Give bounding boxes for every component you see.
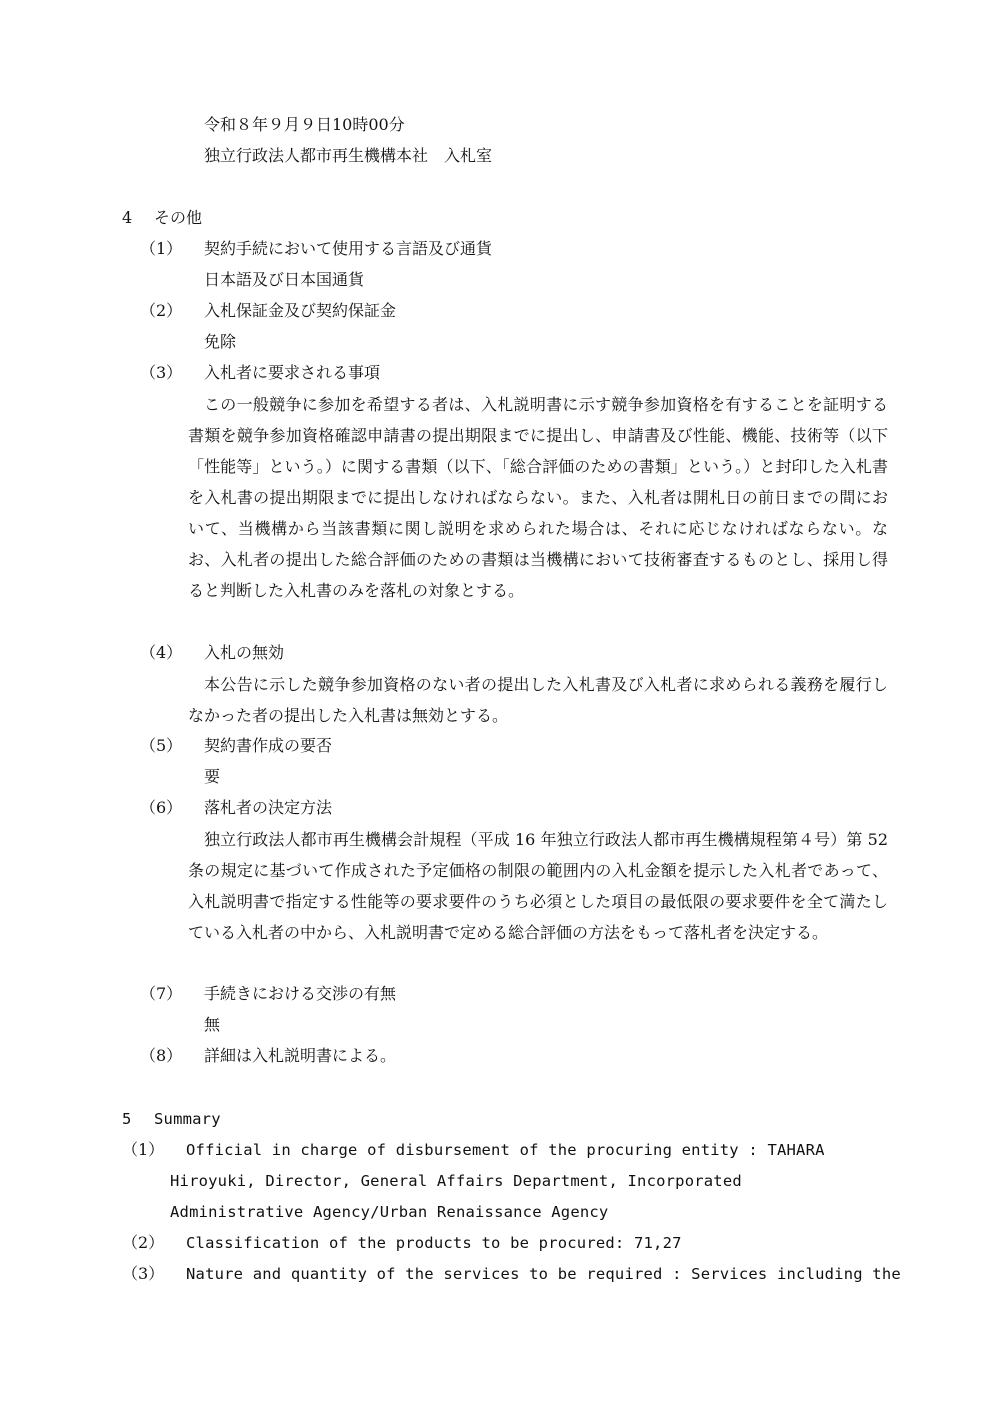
item-number: （8） — [140, 1046, 183, 1065]
item-body: 要 — [204, 767, 221, 786]
section4-number: 4 — [122, 208, 133, 227]
item-paragraph: 独立行政法人都市再生機構会計規程（平成 16 年独立行政法人都市再生機構規程第４号）第 52 条の規定に基づいて作成された予定価格の制限の範囲内の入札金額を提示した入札者であって、入札説明書で指定する性能等の要求要件のうち必須とした項目の最低限の要求要件を全て満たしている入札者の中から、入札説明書で定める総合評価の方法をもって落札者を決定する。 — [188, 830, 888, 942]
section4-title: その他 — [154, 208, 203, 227]
item-number: （7） — [140, 984, 183, 1003]
section5-title: Summary — [154, 1110, 221, 1128]
item-body: 無 — [204, 1015, 221, 1034]
opening-place: 独立行政法人都市再生機構本社 入札室 — [204, 146, 493, 165]
item-number: （5） — [140, 736, 183, 755]
item-paragraph: 本公告に示した競争参加資格のない者の提出した入札書及び入札者に求められる義務を履行しなかった者の提出した入札書は無効とする。 — [188, 675, 888, 725]
item-paragraph: この一般競争に参加を希望する者は、入札説明書に示す競争参加資格を有することを証明する書類を競争参加資格確認申請書の提出期限までに提出し、申請書及び性能、機能、技術等（以下「性能等」という。）に関する書類（以下、「総合評価のための書類」という。）と封印した入札書を入札書の提出期限までに提出しなければならない。また、入札者は開札日の前日までの間において、当機構から当該書類に関し説明を求められた場合は、それに応じなければならない。なお、入札者の提出した総合評価のための書類は当機構において技術審査するものとし、採用し得ると判断した入札書のみを落札の対象とする。 — [188, 395, 888, 600]
item-title: 契約手続において使用する言語及び通貨 — [204, 239, 493, 258]
item-title: 入札者に要求される事項 — [204, 363, 381, 382]
summary-item-number: （3） — [122, 1264, 165, 1283]
item-body: 免除 — [204, 332, 237, 351]
item-title: 入札の無効 — [204, 643, 285, 662]
section5-number: 5 — [122, 1110, 132, 1128]
item-number: （3） — [140, 363, 183, 382]
summary-item-text: Classification of the products to be procured: 71,27 — [186, 1234, 682, 1252]
item-body: 日本語及び日本国通貨 — [204, 270, 365, 289]
opening-datetime: 令和８年９月９日10時00分 — [204, 115, 405, 134]
item-title: 入札保証金及び契約保証金 — [204, 301, 397, 320]
item-number: （2） — [140, 301, 183, 320]
item-title: 落札者の決定方法 — [204, 798, 333, 817]
item-title: 詳細は入札説明書による。 — [204, 1046, 397, 1065]
item-title: 契約書作成の要否 — [204, 736, 333, 755]
item-title: 手続きにおける交渉の有無 — [204, 984, 397, 1003]
summary-item-text: Nature and quantity of the services to be required : Services including the — [186, 1265, 901, 1283]
item-number: （6） — [140, 798, 183, 817]
summary-item-number: （2） — [122, 1233, 165, 1252]
summary-item-number: （1） — [122, 1140, 165, 1159]
summary-item-text: Official in charge of disbursement of the procuring entity : TAHARA Hiroyuki, Director, General Affairs Department, Incorporated Administrative Agency/Urban Renaissance Agency — [170, 1141, 825, 1221]
item-number: （4） — [140, 643, 183, 662]
item-number: （1） — [140, 239, 183, 258]
